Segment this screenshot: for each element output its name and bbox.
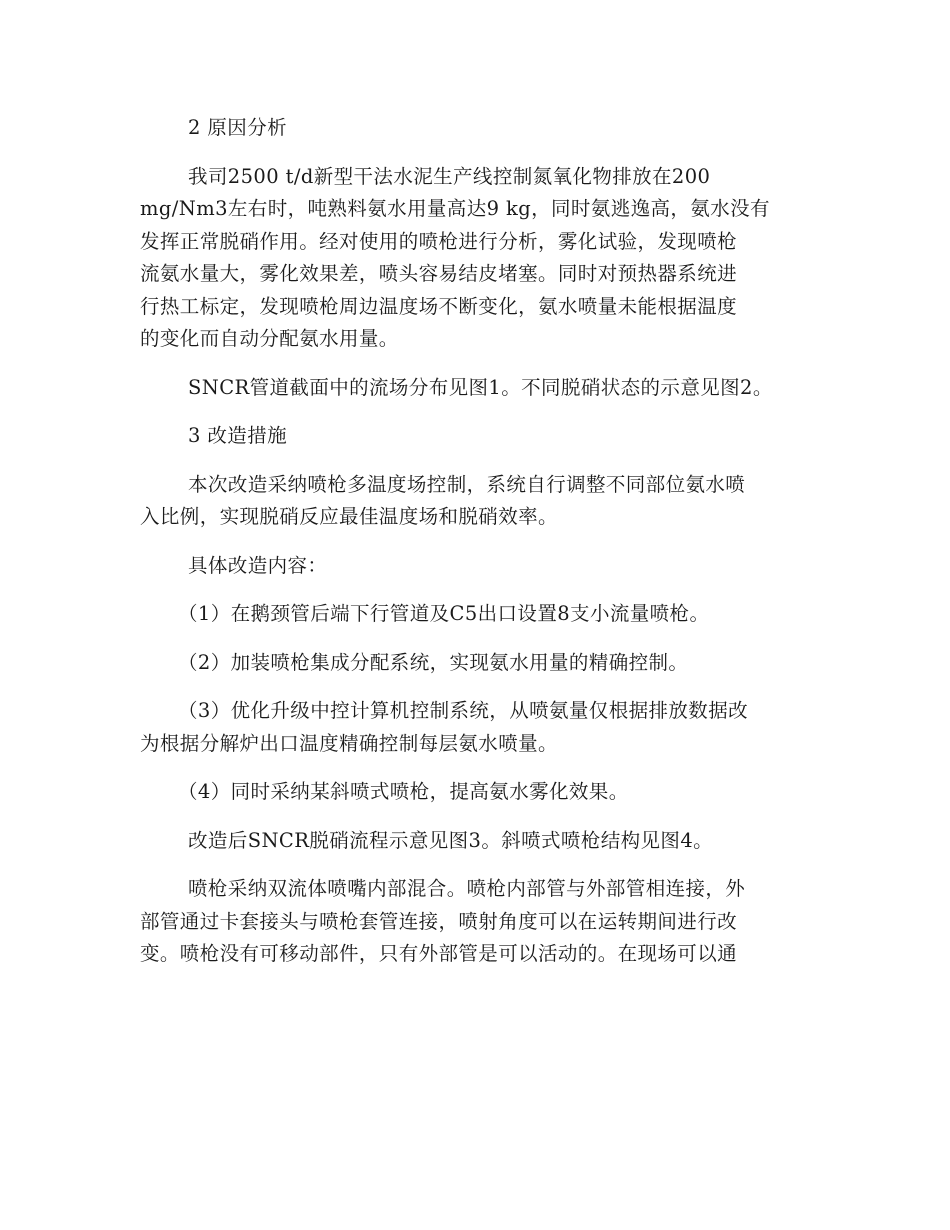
paragraph-nozzle-description: 喷枪采纳双流体喷嘴内部混合。喷枪内部管与外部管相连接，外 部管通过卡套接头与喷枪套管连接，喷射角度可以在运转期间进行改 变。喷枪没有可移动部件，只有外部管是可以活动的。在现场可以通 xyxy=(140,877,746,965)
paragraph-figure-reference-1: SNCR管道截面中的流场分布见图1。不同脱硝状态的示意见图2。 xyxy=(188,375,773,399)
document-page xyxy=(140,112,800,987)
paragraph-figure-reference-2: 改造后SNCR脱硝流程示意见图3。斜喷式喷枪结构见图4。 xyxy=(188,828,714,852)
list-item-4: （4）同时采纳某斜喷式喷枪，提高氨水雾化效果。 xyxy=(178,780,629,803)
list-item-2: （2）加装喷枪集成分配系统，实现氨水用量的精确控制。 xyxy=(178,650,689,674)
section-heading-2: 2 原因分析 xyxy=(188,116,288,139)
section-heading-3: 3 改造措施 xyxy=(188,424,288,447)
paragraph-cause-analysis: 我司2500 t/d新型干法水泥生产线控制氮氧化物排放在200 mg/Nm3左右时，吨熟料氨水用量高达9 kg，同时氨逃逸高，氨水没有 发挥正常脱硝作用。经对使用的喷枪进行分析，雾化试验，发现喷枪 流氨水量大，雾化效果差，喷头容易结皮堵塞。同时对预热器系统进 行热工标定，发现喷枪周边温度场不断变化，氨水喷量未能根据温度 的变化而自动分配氨水用量。 xyxy=(140,164,770,350)
list-item-1: （1）在鹅颈管后端下行管道及C5出口设置8支小流量喷枪。 xyxy=(178,602,710,625)
paragraph-retrofit-content-intro: 具体改造内容： xyxy=(188,553,328,577)
list-item-3: （3）优化升级中控计算机控制系统，从喷氨量仅根据排放数据改 为根据分解炉出口温度精确控制每层氨水喷量。 xyxy=(140,699,749,755)
paragraph-retrofit-overview: 本次改造采纳喷枪多温度场控制，系统自行调整不同部位氨水喷 入比例，实现脱硝反应最佳温度场和脱硝效率。 xyxy=(140,472,746,528)
